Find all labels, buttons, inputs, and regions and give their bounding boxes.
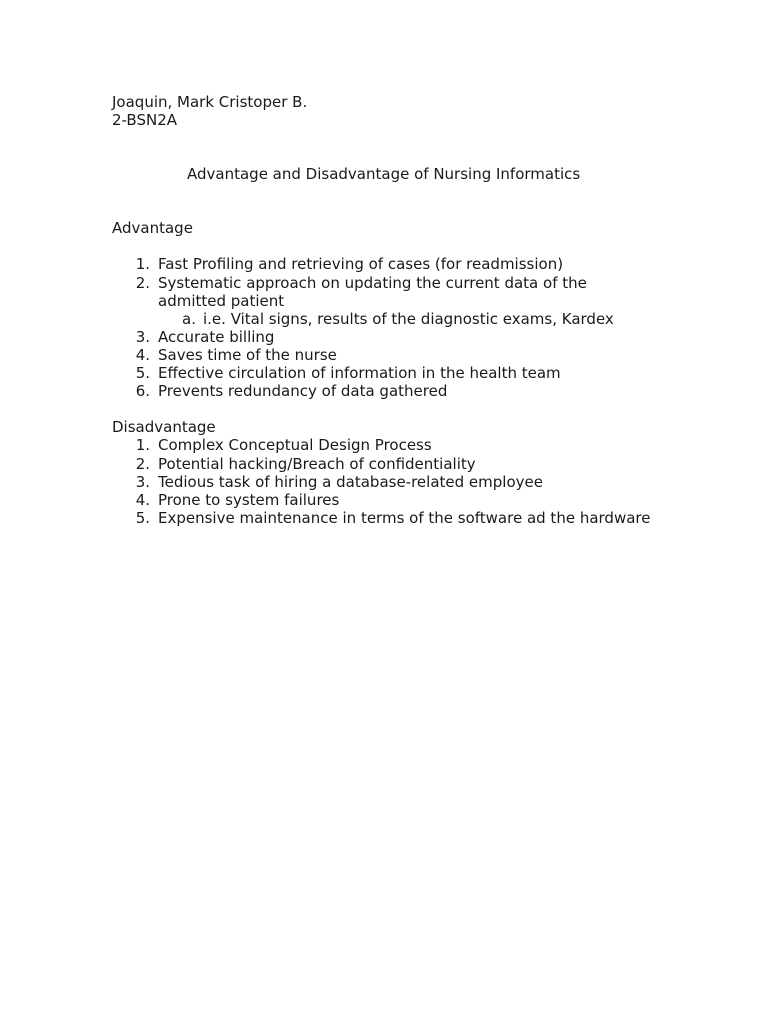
list-item: Tedious task of hiring a database-related employee (158, 473, 543, 491)
list-item: Complex Conceptual Design Process (158, 436, 432, 454)
list-item-number: 5. (135, 364, 150, 382)
class-section: 2-BSN2A (112, 111, 177, 129)
list-item-number: 6. (135, 382, 150, 400)
list-item-number: 3. (135, 473, 150, 491)
list-item-number: 2. (135, 455, 150, 473)
author-name: Joaquin, Mark Cristoper B. (112, 93, 308, 111)
list-item: Accurate billing (158, 328, 275, 346)
list-item-number: 4. (135, 491, 150, 509)
list-item-continuation: admitted patient (158, 292, 285, 310)
list-item: Fast Profiling and retrieving of cases (for readmission) (158, 255, 564, 273)
list-item: Prevents redundancy of data gathered (158, 382, 448, 400)
list-item-number: 5. (135, 509, 150, 527)
sub-list-item: i.e. Vital signs, results of the diagnostic exams, Kardex (203, 310, 614, 328)
list-item: Saves time of the nurse (158, 346, 337, 364)
list-item: Systematic approach on updating the current data of the (158, 274, 587, 292)
sub-item-letter: a. (182, 310, 196, 328)
list-item-number: 3. (135, 328, 150, 346)
list-item: Prone to system failures (158, 491, 340, 509)
list-item-number: 4. (135, 346, 150, 364)
list-item-number: 2. (135, 274, 150, 292)
list-item: Expensive maintenance in terms of the software ad the hardware (158, 509, 651, 527)
advantage-heading: Advantage (112, 219, 193, 237)
disadvantage-heading: Disadvantage (112, 418, 216, 436)
list-item-number: 1. (135, 436, 150, 454)
list-item-number: 1. (135, 255, 150, 273)
document-title: Advantage and Disadvantage of Nursing Informatics (187, 165, 581, 183)
list-item: Effective circulation of information in the health team (158, 364, 561, 382)
list-item: Potential hacking/Breach of confidentiality (158, 455, 476, 473)
